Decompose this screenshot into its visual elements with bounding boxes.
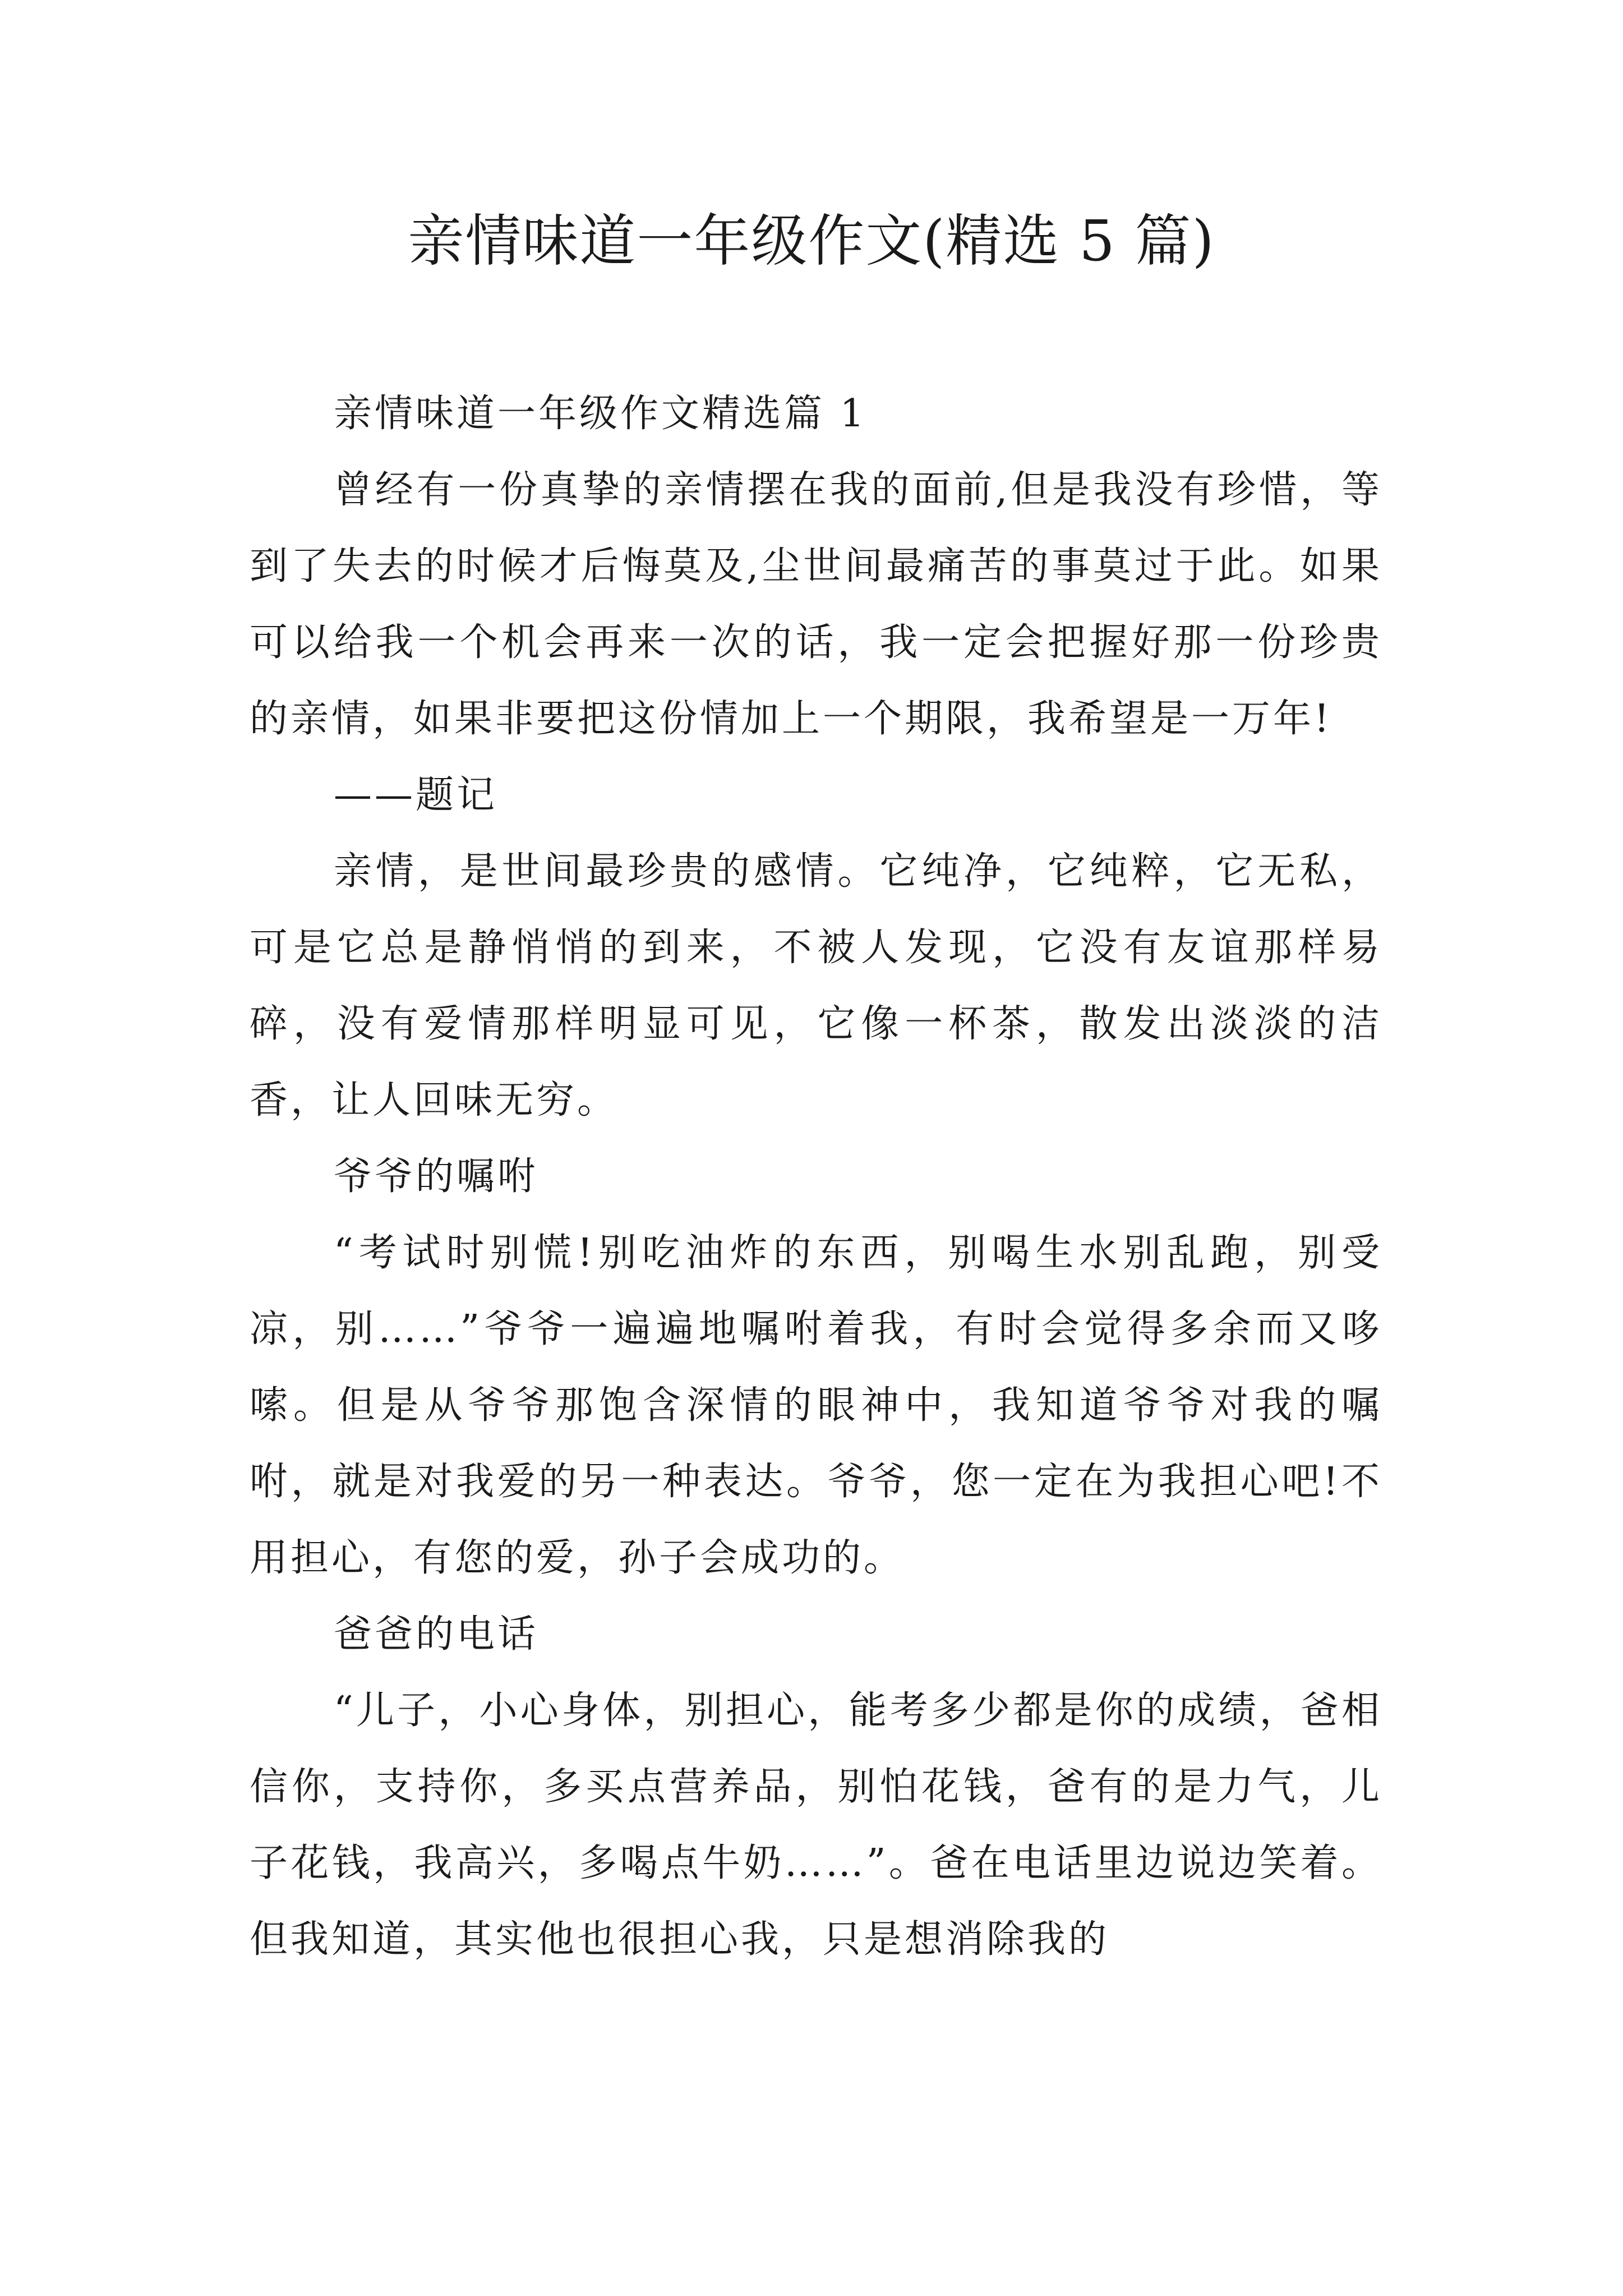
epigraph-note: ——题记: [334, 773, 498, 817]
section-heading: 亲情味道一年级作文精选篇 1: [334, 392, 867, 436]
paragraph: “考试时别慌!别吃油炸的东西，别喝生水别乱跑，别受凉，别……”爷爷一遍遍地嘱咐着我，有时会觉得多余而又哆嗦。但是从爷爷那饱含深情的眼神中，我知道爷爷对我的嘱咐，就是对我爱的另一种表达。爷爷，您一定在为我担心吧!不用担心，有您的爱，孙子会成功的。: [250, 1231, 1382, 1580]
document-body: [250, 376, 1382, 1978]
paragraph: 曾经有一份真挚的亲情摆在我的面前,但是我没有珍惜，等到了失去的时候才后悔莫及,尘世间最痛苦的事莫过于此。如果可以给我一个机会再来一次的话，我一定会把握好那一份珍贵的亲情，如果非要把这份情加上一个期限，我希望是一万年!: [250, 468, 1382, 741]
document-title: 亲情味道一年级作文(精选 5 篇): [408, 208, 1215, 274]
paragraph: “儿子，小心身体，别担心，能考多少都是你的成绩，爸相信你，支持你，多买点营养品，别怕花钱，爸有的是力气，儿子花钱，我高兴，多喝点牛奶……”。爸在电话里边说边笑着。但我知道，其实他也很担心我，只是想消除我的: [250, 1688, 1382, 1962]
subheading: 爸爸的电话: [334, 1612, 539, 1657]
paragraph: 亲情，是世间最珍贵的感情。它纯净，它纯粹，它无私，可是它总是静悄悄的到来，不被人发现，它没有友谊那样易碎，没有爱情那样明显可见，它像一杯茶，散发出淡淡的洁香，让人回味无穷。: [250, 849, 1382, 1122]
subheading: 爷爷的嘱咐: [334, 1154, 539, 1199]
